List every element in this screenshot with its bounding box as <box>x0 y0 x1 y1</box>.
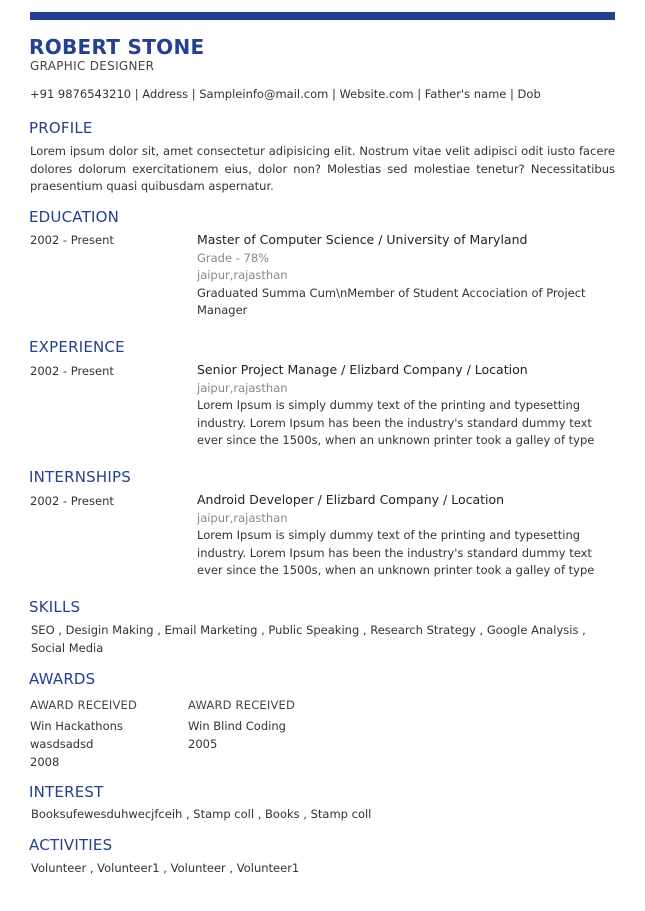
education-entry <box>197 231 597 320</box>
interest-item: Stamp coll <box>193 807 255 821</box>
experience-location: jaipur,rajasthan <box>197 380 288 395</box>
skill-item: Research Strategy <box>370 623 476 637</box>
experience-heading: EXPERIENCE <box>29 338 125 356</box>
education-title: Master of Computer Science / University of Maryland <box>197 232 528 247</box>
activities-list: Volunteer , Volunteer1 , Volunteer , Volunteer1 <box>31 861 300 875</box>
award-year: 2008 <box>30 755 60 769</box>
skills-list: SEO , Desigin Making , Email Marketing , Public Speaking , Research Strategy , Google Analysis , Social Media <box>31 623 586 655</box>
activity-item: Volunteer <box>31 861 87 875</box>
interest-item: Books <box>265 807 300 821</box>
interest-item: Booksufewesduhwecjfceih <box>31 807 183 821</box>
skill-item: Social Media <box>31 640 104 655</box>
interest-list: Booksufewesduhwecjfceih , Stamp coll , Books , Stamp coll <box>31 807 372 821</box>
skill-item: Public Speaking <box>268 623 360 637</box>
internships-location: jaipur,rajasthan <box>197 510 288 525</box>
contact-line: +91 9876543210 | Address | Sampleinfo@mail.com | Website.com | Father's name | Dob <box>30 87 541 101</box>
activity-item: Volunteer1 <box>97 861 160 875</box>
experience-entry <box>197 361 597 450</box>
activity-item: Volunteer <box>170 861 226 875</box>
award-item <box>188 696 295 753</box>
activity-item: Volunteer1 <box>236 861 300 875</box>
award-name: Win Hackathons <box>30 719 123 733</box>
experience-date: 2002 - Present <box>30 364 114 378</box>
education-location: jaipur,rajasthan <box>197 268 288 282</box>
experience-title: Senior Project Manage / Elizbard Company / Location <box>197 362 528 377</box>
skill-item: Google Analysis <box>486 623 579 637</box>
award-year: 2005 <box>188 737 218 751</box>
internships-entry <box>197 491 597 580</box>
award-head: AWARD RECEIVED <box>30 698 138 712</box>
candidate-name: ROBERT STONE <box>29 35 205 59</box>
awards-heading: AWARDS <box>29 670 96 688</box>
candidate-role: GRAPHIC DESIGNER <box>30 59 155 73</box>
internships-heading: INTERNSHIPS <box>29 468 131 486</box>
profile-heading: PROFILE <box>29 119 93 137</box>
skill-item: Email Marketing <box>164 623 258 637</box>
award-item <box>30 696 137 771</box>
internships-desc: Lorem Ipsum is simply dummy text of the printing and typesetting industry. Lorem Ipsum has been the industry's standard dummy text ever since the 1500s, when an unknown printer took a galley of type <box>197 528 595 577</box>
education-grade: Grade - 78% <box>197 250 270 265</box>
skill-item: Desigin Making <box>65 623 154 637</box>
activities-heading: ACTIVITIES <box>29 836 113 854</box>
interest-heading: INTEREST <box>29 783 104 801</box>
skills-heading: SKILLS <box>29 598 81 616</box>
award-detail: wasdsadsd <box>30 737 94 751</box>
top-accent-bar <box>30 12 615 20</box>
interest-item: Stamp coll <box>310 807 372 821</box>
education-heading: EDUCATION <box>29 208 119 226</box>
award-head: AWARD RECEIVED <box>188 698 296 712</box>
experience-desc: Lorem Ipsum is simply dummy text of the printing and typesetting industry. Lorem Ipsum has been the industry's standard dummy text ever since the 1500s, when an unknown printer took a galley of type <box>197 398 595 447</box>
profile-text: Lorem ipsum dolor sit, amet consectetur adipisicing elit. Nostrum vitae velit adipisci odit iusto facere dolores dolorum exercitationem eius, dolor non? Molestias sed molestiae tenetur? Necessitatibus praesentium quasi quibusdam aspernatur. <box>30 144 615 193</box>
award-name: Win Blind Coding <box>188 719 286 733</box>
internships-title: Android Developer / Elizbard Company / Location <box>197 492 505 507</box>
skill-item: SEO <box>31 623 55 637</box>
education-desc: Graduated Summa Cum\nMember of Student Accociation of Project Manager <box>197 285 586 317</box>
education-date: 2002 - Present <box>30 233 114 247</box>
internships-date: 2002 - Present <box>30 494 114 508</box>
